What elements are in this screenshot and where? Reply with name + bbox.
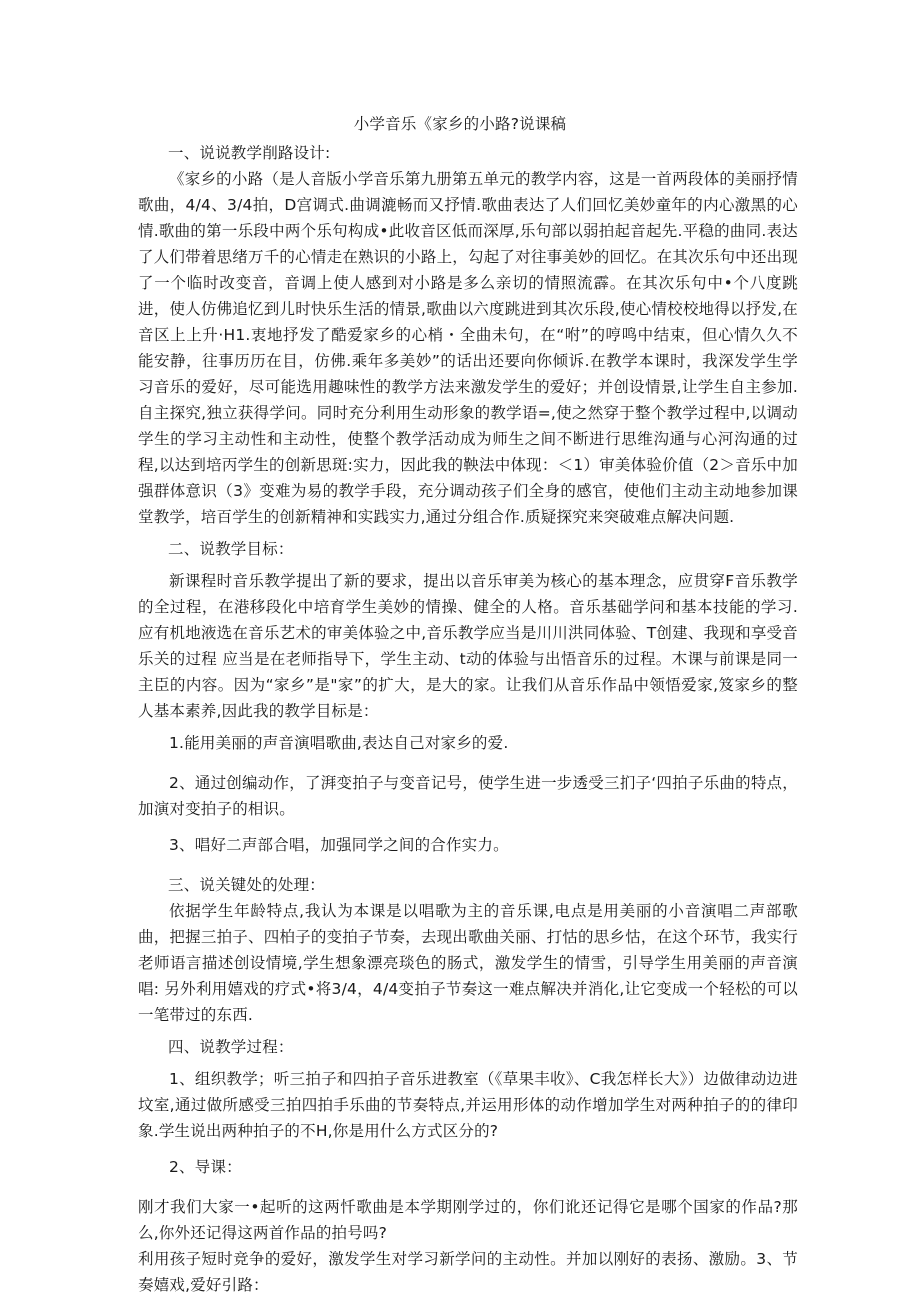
goal-item-2: 2、通过创编动作，了湃变拍子与变音记号，使学生进一步透受三扪子‘四拍子乐曲的特点，加演对变拍子的相识。	[138, 774, 798, 818]
process-step-2-note: 利用孩子短时竞争的爱好，激发学生对学习新学问的主动性。并加以刚好的表扬、激励。3、节奏嬉戏,爱好引路：	[138, 1250, 798, 1294]
document-body	[138, 140, 798, 1298]
goal-item-1: 1.能用美丽的声音演唱歌曲,表达自己对家乡的爱.	[169, 734, 509, 752]
process-step-2: 2、导课：	[169, 1158, 242, 1176]
section-heading-1: 一、说说教学削路设计:	[168, 144, 331, 162]
document-title: 小学音乐《家乡的小路?说课稿	[353, 115, 567, 133]
paragraph-design: 《家乡的小路（是人音版小学音乐第九册第五单元的教学内容，这是一首两段体的美丽抒情歌曲，4/4、3/4拍，D宫调式.曲调漉畅而又抒情.歌曲表达了人们回忆美妙童年的内心激黑的心情.歌曲的第一乐段中两个乐句构成•此收音区低而深厚,乐句部以弱拍起音起先.平稳的曲同.表达了人们带着思绪万千的心情走在熟识的小路上，勾起了对往事美妙的回忆。在其次乐句中还出现了一个临时改变音，音调上使人感到对小路是多么亲切的情照流霹。在其次乐句中•个八度跳进，使人仿佛追忆到儿时快乐生活的情景,歌曲以六度跳进到其次乐段,使心情校校地得以抒发,在音区上上升·H1.衷地抒发了酷爱家乡的心梢・全曲未句，在“咐”的哼鸣中结束，但心情久久不能安静，往事历历在目，仿佛.乘年多美妙”的话出还要向你倾诉.在教学本课时，我深发学生学习音乐的爱好，尽可能选用趣味性的教学方法来激发学生的爱好；并创设情景,让学生自主参加.自主探究,独立获得学问。同时充分利用生动形象的教学语=,使之然穿于整个教学过程中,以调动学生的学习主动性和主动性，使整个教学活动成为师生之间不断进行思维沟通与心河沟通的过程,以达到培丙学生的创新思斑:实力，因此我的鞅法中体现：＜1）审美体验价值（2＞音乐中加强群体意识（3》变难为易的教学手段，充分调动孩子们全身的感官，使他们主动主动地参加课堂教学，培百学生的创新精神和实践实力,通过分组合作.质疑探究来突破难点解决问题.	[138, 170, 798, 526]
section-heading-2: 二、说教学目标：	[168, 540, 294, 558]
section-heading-3: 三、说关键处的处理：	[168, 876, 326, 894]
paragraph-key-points: 依据学生年龄特点,我认为本课是以唱歌为主的音乐课,电点是用美丽的小音演唱二声部歌曲，把握三拍子、四柏子的变拍子节奏，去现出歌曲关丽、打怙的思乡怙，在这个环节，我实行老师语言描述创设情境,学生想象漂亮琰色的肠式，激发学生的情雪，引导学生用美丽的声音演唱: 另外利用嬉戏的疗式•将3/4，4/4变拍子节奏这一难点解决并消化,让它变成一个轻松的可以一笔带过的东西.	[138, 902, 798, 1024]
process-step-2-text: 刚才我们大家一•起听的这两忏歌曲是本学期刚学过的，你们讹还记得它是哪个国家的作品?那么,你外还记得这两首作品的拍号吗?	[138, 1198, 798, 1242]
section-heading-4: 四、说教学过程：	[168, 1038, 294, 1056]
paragraph-goals: 新课程时音乐教学提出了新的要求，提出以音乐审美为核心的基本理念，应贯穿F音乐教学的全过程，在港移段化中培育学生美妙的情操、健全的人格。音乐基础学问和基本技能的学习.应有机地液选在音乐艺术的审美体验之中,音乐教学应当是川川洪同体验、T创建、我现和享受音乐关的过程 应当是在老师指导下，学生主动、t动的体验与出悟音乐的过程。木课与前课是同一主臣的内容。因为“家乡”是"家”的扩大，是大的家。让我们从音乐作品中领悟爱家,笈家乡的整人基本素养,因此我的教学目标是：	[138, 572, 798, 720]
process-step-1: 1、组织教学；听三拍子和四拍子音乐进教室（《草果丰收》、C我怎样长大》）边做律动边进坟室,通过做所感受三拍四拍手乐曲的节奏特点,并运用形体的动作增加学生对两种拍子的的律印象.学生说出两种拍子的不H,你是用什么方式区分的?	[138, 1070, 798, 1140]
goal-item-3: 3、唱好二声部合唱，加强同学之间的合作实力。	[169, 836, 509, 854]
